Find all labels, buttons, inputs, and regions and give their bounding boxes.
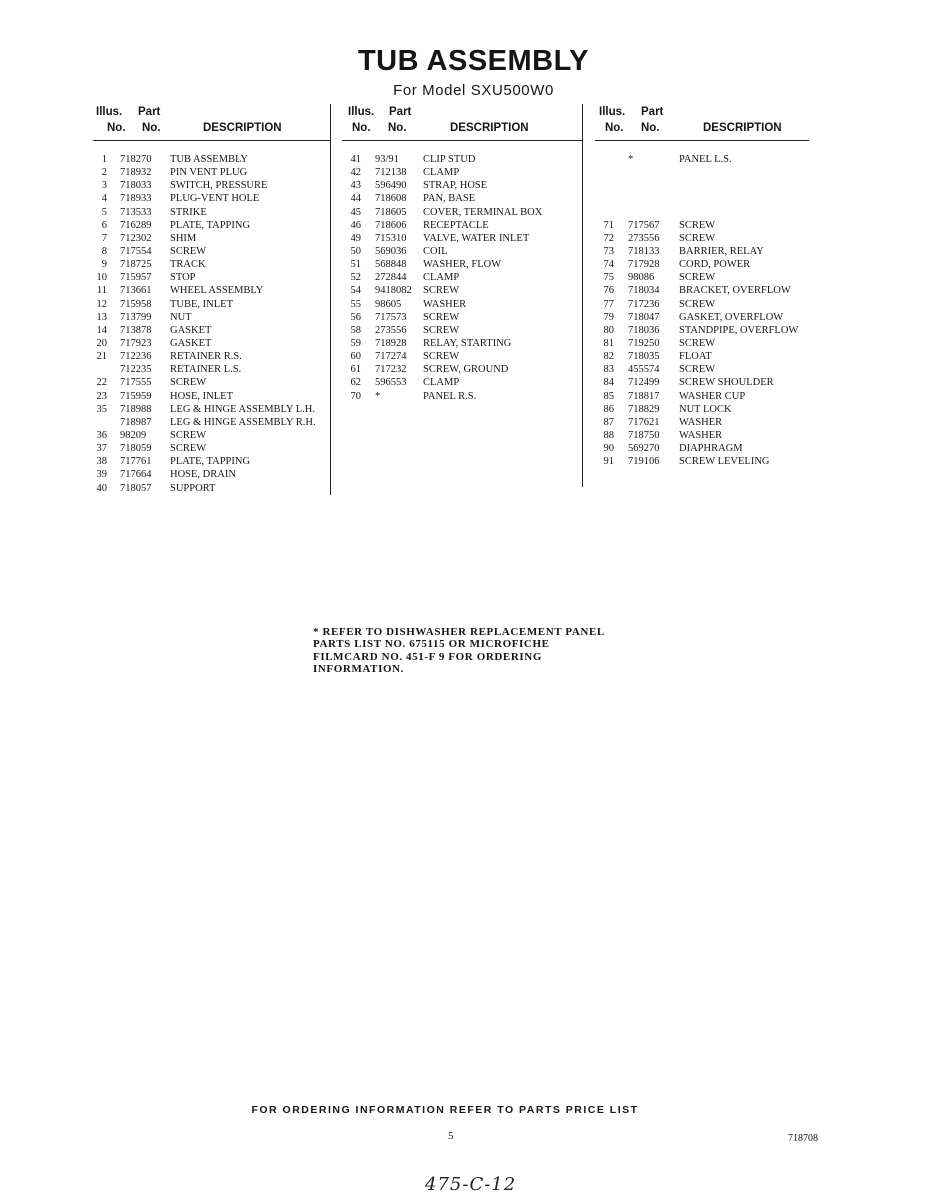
part-number: 718817 [628,390,660,402]
parts-row [93,416,330,429]
parts-list [342,153,582,403]
illus-number: 5 [101,206,107,218]
part-number: 273556 [375,324,407,336]
part-number: 718933 [120,193,152,205]
parts-row [93,166,330,179]
part-header: Part [641,106,664,118]
parts-row [342,232,582,245]
parts-row [342,284,582,297]
part-no-header: No. [388,122,407,134]
part-header: Part [389,106,412,118]
part-number: 717274 [375,351,407,363]
illus-number: 71 [603,219,614,231]
illus-number: 88 [603,429,614,441]
illus-number: 46 [350,219,361,231]
parts-row [342,390,582,403]
illus-number: 35 [96,403,107,415]
illus-number: 14 [96,324,107,336]
part-description: GASKET [170,337,212,349]
part-number: 718928 [375,337,407,349]
part-description: BARRIER, RELAY [679,245,764,257]
part-description: WASHER, FLOW [423,259,502,271]
illus-number: 2 [101,167,107,179]
parts-row [595,376,809,389]
parts-row [93,482,330,495]
illus-number: 1 [101,154,107,165]
illus-number: 84 [603,377,614,389]
illus-header: Illus. [348,106,375,118]
part-number: 713878 [120,324,152,336]
illus-number: 81 [603,337,614,349]
illus-number: 22 [96,377,107,389]
part-number: 717555 [120,377,152,389]
description-header: DESCRIPTION [203,122,282,134]
part-description: STRAP, HOSE [423,180,488,192]
illus-number: 77 [603,298,614,310]
part-number: 712235 [120,364,152,376]
model-subtitle: For Model SXU500W0 [393,82,554,99]
part-number: 718047 [628,311,660,323]
illus-number: 58 [350,324,361,336]
part-description: HOSE, INLET [170,390,233,402]
parts-row [342,192,582,205]
parts-row [93,271,330,284]
part-description: SCREW [679,232,716,244]
illus-number: 80 [603,324,614,336]
part-description: TRACK [170,259,206,271]
part-description: BRACKET, OVERFLOW [679,285,791,297]
parts-row [595,179,809,192]
parts-row [93,258,330,271]
part-description: SCREW [679,298,716,310]
part-number: 718829 [628,403,660,415]
parts-row [342,324,582,337]
illus-number: 82 [603,351,614,363]
parts-row [595,390,809,403]
illus-number: 38 [96,456,107,468]
illus-number: 13 [96,311,107,323]
part-number: 9418082 [375,285,412,297]
part-description: PANEL R.S. [423,390,477,402]
part-description: SCREW [423,285,460,297]
part-header: Part [138,106,161,118]
part-description: SCREW [423,311,460,323]
illus-number: 6 [101,219,107,231]
illus-number: 21 [96,351,107,363]
part-number: 712499 [628,377,660,389]
part-number: 717761 [120,456,152,468]
part-number: 715958 [120,298,152,310]
part-description: CLIP STUD [423,154,476,165]
part-description: PIN VENT PLUG [170,167,248,179]
parts-row [595,192,809,205]
part-description: SCREW [170,245,207,257]
part-no-header: No. [641,122,660,134]
part-number: 718605 [375,206,407,218]
part-number: 718034 [628,285,660,297]
part-description: SCREW [679,364,716,376]
parts-row [342,363,582,376]
part-description: GASKET, OVERFLOW [679,311,784,323]
illus-number: 4 [101,193,107,205]
parts-row [342,206,582,219]
part-description: SCREW SHOULDER [679,377,774,389]
illus-number: 37 [96,443,107,455]
illus-number: 3 [101,180,107,192]
illus-no-header: No. [605,122,624,134]
illus-number: 75 [603,272,614,284]
parts-row [93,363,330,376]
parts-row [93,179,330,192]
illus-number: 61 [350,364,361,376]
part-number: 713799 [120,311,152,323]
parts-row [595,324,809,337]
illus-number: 42 [350,167,361,179]
part-number: 719250 [628,337,660,349]
illus-number: 8 [101,245,107,257]
part-number: 569036 [375,245,407,257]
description-header: DESCRIPTION [450,122,529,134]
part-description: PLATE, TAPPING [170,219,251,231]
parts-row [342,153,582,166]
illus-number: 50 [350,245,361,257]
illus-number: 56 [350,311,361,323]
parts-row [93,298,330,311]
illus-number: 86 [603,403,614,415]
part-description: SCREW [423,351,460,363]
part-number: 718036 [628,324,660,336]
parts-row [595,416,809,429]
parts-row [93,206,330,219]
parts-row [595,232,809,245]
part-description: STRIKE [170,206,207,218]
illus-number: 9 [101,259,107,271]
parts-row [342,350,582,363]
parts-column-3 [595,104,809,468]
part-number: 596490 [375,180,407,192]
page-title: TUB ASSEMBLY [357,45,590,77]
part-number: 717928 [628,259,660,271]
parts-row [595,429,809,442]
part-description: WASHER [679,429,723,441]
part-number: 569270 [628,443,660,455]
part-number: 718608 [375,193,407,205]
part-number: 712236 [120,351,152,363]
parts-row [595,284,809,297]
illus-number: 51 [350,259,361,271]
part-number: 717664 [120,469,152,481]
illus-header: Illus. [599,106,626,118]
part-number: 713533 [120,206,152,218]
part-description: WASHER [679,416,723,428]
parts-row [342,219,582,232]
parts-row [93,219,330,232]
part-number: 718035 [628,351,660,363]
parts-row [342,245,582,258]
parts-row [342,166,582,179]
illus-number: 36 [96,429,107,441]
part-number: 718725 [120,259,152,271]
part-number: 715959 [120,390,152,402]
illus-no-header: No. [352,122,371,134]
part-description: CLAMP [423,167,460,179]
parts-row [595,350,809,363]
illus-number: 52 [350,272,361,284]
part-number: 98086 [628,272,655,284]
part-number: 718932 [120,167,152,179]
part-description: SCREW [679,272,716,284]
part-description: COVER, TERMINAL BOX [423,206,543,218]
parts-row [595,311,809,324]
parts-row [93,153,330,166]
part-description: PAN, BASE [423,193,476,205]
illus-number: 85 [603,390,614,402]
parts-row [93,284,330,297]
part-number: 715310 [375,232,407,244]
parts-row [93,232,330,245]
part-description: RETAINER R.S. [170,351,242,363]
part-number: 718750 [628,429,660,441]
part-number: 93/91 [375,154,399,165]
parts-row [342,271,582,284]
part-description: FLOAT [679,351,712,363]
part-description: PLATE, TAPPING [170,456,251,468]
illus-number: 43 [350,180,361,192]
page-number: 5 [448,1130,454,1142]
illus-number: 41 [350,154,361,165]
parts-row [93,376,330,389]
parts-row [595,298,809,311]
illus-number: 40 [96,482,107,494]
part-description: SCREW [170,377,207,389]
part-description: WASHER [423,298,467,310]
parts-row [595,219,809,232]
part-description: SHIM [170,232,197,244]
parts-row [595,363,809,376]
illus-number: 7 [101,232,107,244]
illus-number: 12 [96,298,107,310]
part-number: 455574 [628,364,660,376]
parts-list [93,153,330,495]
part-no-header: No. [142,122,161,134]
part-description: RELAY, STARTING [423,337,512,349]
column-divider [582,104,583,487]
part-number: 713661 [120,285,152,297]
part-number: 717236 [628,298,660,310]
column-divider [330,104,331,495]
part-description: DIAPHRAGM [679,443,743,455]
part-description: STOP [170,272,196,284]
part-number: 272844 [375,272,407,284]
part-description: HOSE, DRAIN [170,469,236,481]
part-description: SUPPORT [170,482,216,494]
part-description: CORD, POWER [679,259,751,271]
illus-number: 62 [350,377,361,389]
column-header [93,104,330,141]
part-description: PLUG-VENT HOLE [170,193,260,205]
part-number: 718059 [120,443,152,455]
illus-number: 87 [603,416,614,428]
part-number: 718987 [120,416,152,428]
illus-number: 55 [350,298,361,310]
part-description: PANEL L.S. [679,154,732,165]
illus-number: 23 [96,390,107,402]
part-number: * [375,390,381,402]
part-description: WASHER CUP [679,390,746,402]
parts-row [342,258,582,271]
parts-row [93,403,330,416]
part-description: SCREW LEVELING [679,456,770,468]
illus-number: 49 [350,232,361,244]
part-number: 712302 [120,232,152,244]
part-number: 717573 [375,311,407,323]
illus-number: 79 [603,311,614,323]
part-description: GASKET [170,324,212,336]
part-description: SCREW [423,324,460,336]
parts-row [595,153,809,166]
parts-row [595,166,809,179]
document-number: 718708 [788,1133,818,1144]
part-number: 712138 [375,167,407,179]
part-number: 717621 [628,416,660,428]
part-number: 718033 [120,180,152,192]
part-number: 596553 [375,377,407,389]
part-number: 568848 [375,259,407,271]
part-description: SCREW [679,219,716,231]
handwritten-mark: 475-C-12 [425,1174,517,1195]
part-description: RECEPTACLE [423,219,489,231]
illus-number: 39 [96,469,107,481]
part-number: 273556 [628,232,660,244]
part-description: COIL [423,245,448,257]
illus-number: 44 [350,193,361,205]
parts-row [93,390,330,403]
parts-row [93,350,330,363]
part-description: CLAMP [423,377,460,389]
illus-number: 54 [350,285,361,297]
part-number: 718057 [120,482,152,494]
illus-number: 74 [603,259,614,271]
part-description: RETAINER L.S. [170,364,242,376]
illus-number: 60 [350,351,361,363]
part-description: SCREW [679,337,716,349]
illus-no-header: No. [107,122,126,134]
part-number: 716289 [120,219,152,231]
parts-row [595,442,809,455]
part-description: CLAMP [423,272,460,284]
parts-row [93,324,330,337]
illus-number: 11 [96,285,107,297]
part-number: 715957 [120,272,152,284]
illus-number: 73 [603,245,614,257]
part-description: STANDPIPE, OVERFLOW [679,324,799,336]
illus-number: 20 [96,337,107,349]
illus-number: 45 [350,206,361,218]
part-description: SCREW, GROUND [423,364,509,376]
parts-column-2 [342,104,582,403]
illus-number: 72 [603,232,614,244]
part-number: * [628,154,634,165]
part-description: VALVE, WATER INLET [423,232,530,244]
part-number: 718133 [628,245,660,257]
parts-row [342,298,582,311]
part-number: 718606 [375,219,407,231]
part-number: 717567 [628,219,660,231]
parts-row [93,442,330,455]
parts-row [595,337,809,350]
part-description: TUB ASSEMBLY [170,154,249,165]
parts-row [595,206,809,219]
part-number: 98209 [120,429,147,441]
illus-number: 91 [603,456,614,468]
ordering-footer: FOR ORDERING INFORMATION REFER TO PARTS PRICE LIST [251,1104,639,1116]
part-number: 717554 [120,245,152,257]
part-description: NUT [170,311,192,323]
illus-number: 59 [350,337,361,349]
parts-row [93,337,330,350]
part-number: 717232 [375,364,407,376]
part-number: 98605 [375,298,402,310]
part-description: LEG & HINGE ASSEMBLY L.H. [170,403,315,415]
illus-number: 10 [96,272,107,284]
parts-row [342,337,582,350]
parts-row [595,271,809,284]
part-number: 717923 [120,337,152,349]
parts-row [93,245,330,258]
replacement-panel-note: * REFER TO DISHWASHER REPLACEMENT PANEL PARTS LIST NO. 675115 OR MICROFICHE FILMCARD NO. 451-F 9 FOR ORDERING INFORMATION. [313,626,605,676]
illus-number: 83 [603,364,614,376]
part-number: 718988 [120,403,152,415]
illus-number: 70 [350,390,361,402]
description-header: DESCRIPTION [703,122,782,134]
parts-row [93,429,330,442]
column-header [342,104,582,141]
part-description: SCREW [170,429,207,441]
parts-row [342,179,582,192]
parts-row [342,311,582,324]
illus-number: 76 [603,285,614,297]
part-description: WHEEL ASSEMBLY [170,285,264,297]
part-description: SWITCH, PRESSURE [170,180,268,192]
part-number: 718270 [120,154,152,165]
parts-row [595,455,809,468]
parts-row [595,403,809,416]
parts-row [595,245,809,258]
illus-header: Illus. [96,106,123,118]
column-header [595,104,809,141]
part-description: SCREW [170,443,207,455]
parts-row [93,192,330,205]
parts-column-1 [93,104,330,495]
parts-row [93,311,330,324]
part-description: LEG & HINGE ASSEMBLY R.H. [170,416,316,428]
illus-number: 90 [603,443,614,455]
part-description: NUT LOCK [679,403,732,415]
parts-list [595,153,809,468]
part-number: 719106 [628,456,660,468]
part-description: TUBE, INLET [170,298,233,310]
parts-row [595,258,809,271]
parts-row [342,376,582,389]
parts-row [93,455,330,468]
parts-row [93,468,330,481]
